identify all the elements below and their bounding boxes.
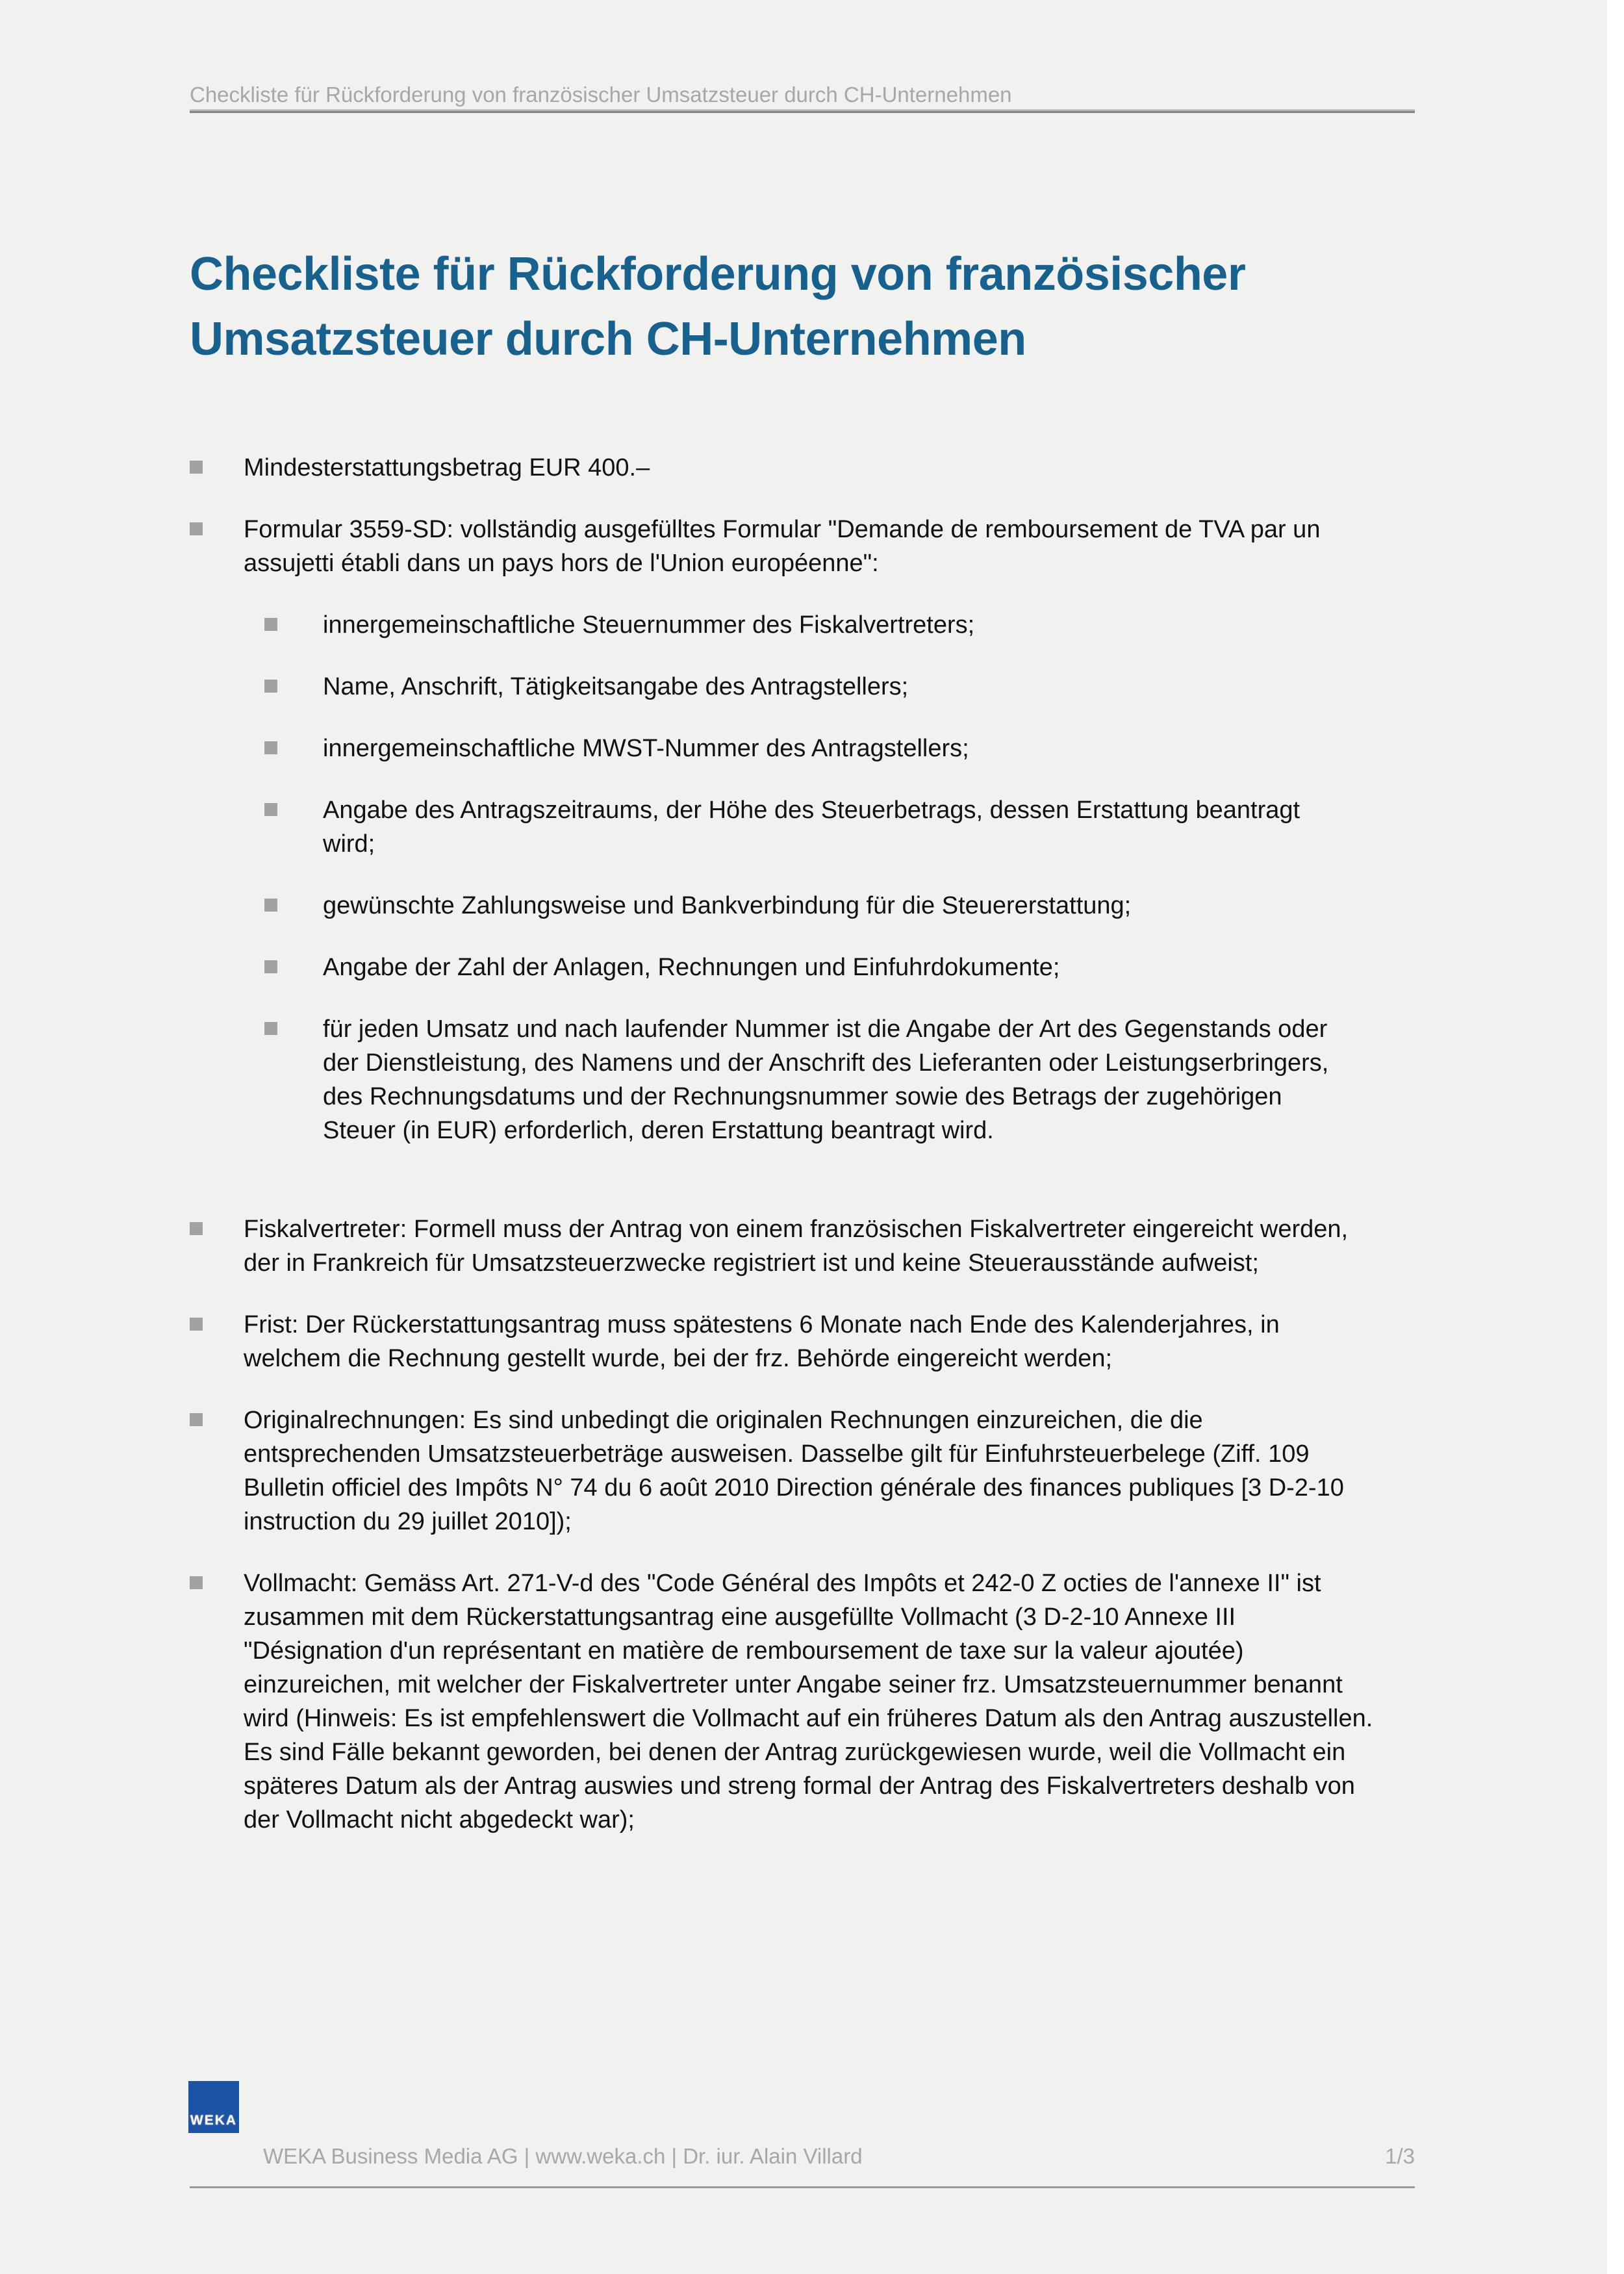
- bullet-square-icon: [190, 461, 203, 474]
- list-item-originalrechnungen: Originalrechnungen: Es sind unbedingt die originalen Rechnungen einzureichen, die die entsprechenden Umsatzsteuerbeträge ausweisen. Dasselbe gilt für Einfuhrsteuerbelege (Ziff. 109 Bulletin officiel des Impôts N° 74 du 6 août 2010 Direction générale des finances publiques [3 D-2-10 instruction du 29 juillet 2010]);: [190, 1403, 1430, 1539]
- page-number: 1/3: [1385, 2144, 1415, 2168]
- list-item-mindestbetrag: Mindesterstattungsbetrag EUR 400.–: [190, 451, 1430, 485]
- bullet-square-icon: [190, 522, 203, 535]
- footer-rule: [190, 2186, 1415, 2188]
- bullet-square-icon: [264, 960, 277, 973]
- page-title: Checkliste für Rückforderung von französischer Umsatzsteuer durch CH-Unternehmen: [190, 248, 1246, 365]
- bullet-square-icon: [264, 618, 277, 631]
- list-item-fiskalvertreter: Fiskalvertreter: Formell muss der Antrag von einem französischen Fiskalvertreter eingereicht werden, der in Frankreich für Umsatzsteuerzwecke registriert ist und keine Steuerausstände aufweist;: [190, 1212, 1430, 1280]
- bullet-square-icon: [264, 1022, 277, 1035]
- list-item-frist: Frist: Der Rückerstattungsantrag muss spätestens 6 Monate nach Ende des Kalenderjahres, in welchem die Rechnung gestellt wurde, bei der frz. Behörde eingereicht werden;: [190, 1308, 1430, 1375]
- footer-publisher-line: WEKA Business Media AG | www.weka.ch | Dr. iur. Alain Villard: [263, 2144, 863, 2168]
- bullet-square-icon: [264, 680, 277, 693]
- bullet-square-icon: [264, 741, 277, 754]
- running-header: Checkliste für Rückforderung von französischer Umsatzsteuer durch CH-Unternehmen: [190, 83, 1012, 107]
- header-rule: [190, 109, 1415, 113]
- sub-item-zahlungsweise: gewünschte Zahlungsweise und Bankverbindung für die Steuererstattung;: [190, 889, 1430, 923]
- sub-item-steuernummer-fiskalvertreter: innergemeinschaftliche Steuernummer des Fiskalvertreters;: [190, 608, 1430, 642]
- bullet-square-icon: [264, 899, 277, 912]
- weka-logo: [188, 2081, 239, 2133]
- bullet-square-icon: [190, 1318, 203, 1331]
- sub-item-anlagen: Angabe der Zahl der Anlagen, Rechnungen und Einfuhrdokumente;: [190, 951, 1430, 984]
- bullet-square-icon: [264, 803, 277, 816]
- list-item-formular: Formular 3559-SD: vollständig ausgefülltes Formular "Demande de remboursement de TVA par un assujetti établi dans un pays hors de l'Union européenne":: [190, 513, 1430, 580]
- checklist: [190, 451, 1430, 1865]
- weka-logo-text: WEKA: [190, 2113, 238, 2128]
- bullet-square-icon: [190, 1222, 203, 1235]
- bullet-square-icon: [190, 1413, 203, 1426]
- list-item-vollmacht: Vollmacht: Gemäss Art. 271-V-d des "Code Général des Impôts et 242-0 Z octies de l'annexe II" ist zusammen mit dem Rückerstattungsantrag eine ausgefüllte Vollmacht (3 D-2-10 Annexe III "Désignation d'un représentant en matière de remboursement de taxe sur la valeur ajoutée) einzureichen, mit welcher der Fiskalvertreter unter Angabe seiner frz. Umsatzsteuernummer benannt wird (Hinweis: Es ist empfehlenswert die Vollmacht auf ein früheres Datum als den Antrag auszustellen. Es sind Fälle bekannt geworden, bei denen der Antrag zurückgewiesen wurde, weil die Vollmacht ein späteres Datum als der Antrag auswies und streng formal der Antrag des Fiskalvertreters deshalb von der Vollmacht nicht abgedeckt war);: [190, 1566, 1430, 1837]
- sub-item-antragszeitraum: Angabe des Antragszeitraums, der Höhe des Steuerbetrags, dessen Erstattung beantragt wird;: [190, 793, 1430, 861]
- sub-item-mwst-nummer: innergemeinschaftliche MWST-Nummer des Antragstellers;: [190, 732, 1430, 765]
- sub-item-name-anschrift: Name, Anschrift, Tätigkeitsangabe des Antragstellers;: [190, 670, 1430, 704]
- sub-item-umsatz-details: für jeden Umsatz und nach laufender Nummer ist die Angabe der Art des Gegenstands oder der Dienstleistung, des Namens und der Anschrift des Lieferanten oder Leistungserbringers, des Rechnungsdatums und der Rechnungsnummer sowie des Betrags der zugehörigen Steuer (in EUR) erforderlich, deren Erstattung beantragt wird.: [190, 1012, 1430, 1147]
- bullet-square-icon: [190, 1576, 203, 1589]
